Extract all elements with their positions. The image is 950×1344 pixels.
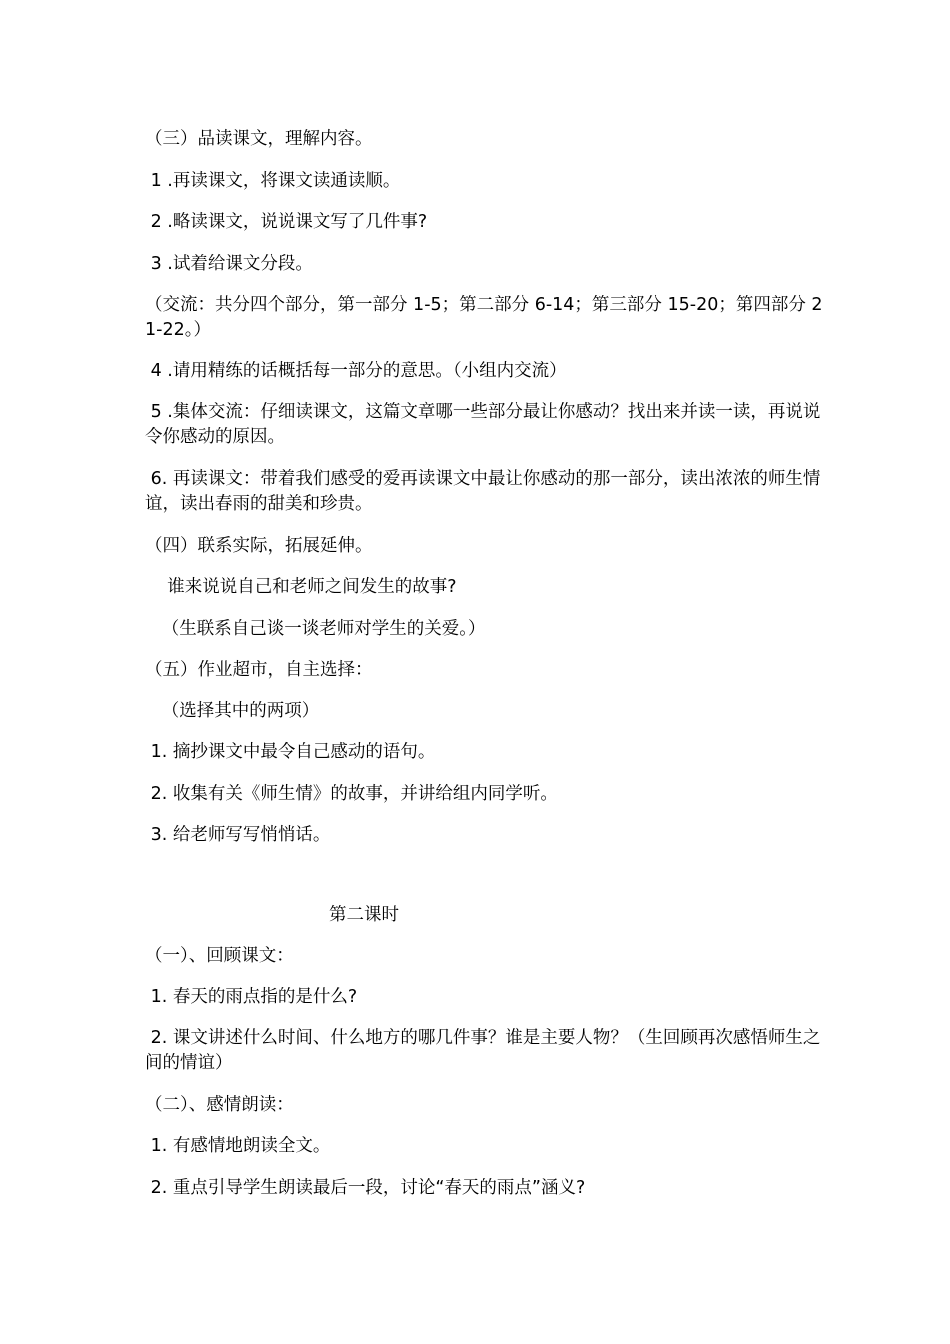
list-item: 2. 重点引导学生朗读最后一段，讨论“春天的雨点”涵义? xyxy=(145,1178,586,1198)
list-item: 5 .集体交流：仔细读课文，这篇文章哪一些部分最让你感动？找出来并读一读，再说说令你感动的原因。 xyxy=(145,402,821,447)
list-item: 6. 再读课文：带着我们感受的爱再读课文中最让你感动的那一部分，读出浓浓的师生情谊，读出春雨的甜美和珍贵。 xyxy=(145,469,821,514)
list-item: 3. 给老师写写悄悄话。 xyxy=(145,825,331,845)
list-item: 1. 春天的雨点指的是什么? xyxy=(145,987,358,1007)
list-item: 2. 收集有关《师生情》的故事，并讲给组内同学听。 xyxy=(145,784,558,804)
list-item: 4 .请用精练的话概括每一部分的意思。（小组内交流） xyxy=(145,361,567,381)
section-heading-4: （四）联系实际，拓展延伸。 xyxy=(145,536,373,556)
list-item: 2 .略读课文，说说课文写了几件事? xyxy=(145,212,428,232)
list-item: 2. 课文讲述什么时间、什么地方的哪几件事？谁是主要人物？（生回顾再次感悟师生之间的情谊） xyxy=(145,1028,821,1073)
paragraph: 谁来说说自己和老师之间发生的故事? xyxy=(145,577,457,597)
section-heading-3: （三）品读课文，理解内容。 xyxy=(145,129,373,149)
list-item: 3 .试着给课文分段。 xyxy=(145,254,313,274)
list-item: 1. 有感情地朗读全文。 xyxy=(145,1136,331,1156)
paragraph: （选择其中的两项） xyxy=(145,701,320,721)
section-heading-5: （五）作业超市，自主选择： xyxy=(145,660,373,680)
paragraph: （生联系自己谈一谈老师对学生的关爱。） xyxy=(145,619,486,639)
lesson-title: 第二课时 xyxy=(329,905,399,925)
section-heading-2: （二）、感情朗读： xyxy=(145,1095,294,1115)
paragraph: （交流：共分四个部分，第一部分 1-5；第二部分 6-14；第三部分 15-20；第四部分 21-22。） xyxy=(145,295,823,340)
list-item: 1 .再读课文，将课文读通读顺。 xyxy=(145,171,401,191)
section-heading-1: （一）、回顾课文： xyxy=(145,946,294,966)
list-item: 1. 摘抄课文中最令自己感动的语句。 xyxy=(145,742,436,762)
